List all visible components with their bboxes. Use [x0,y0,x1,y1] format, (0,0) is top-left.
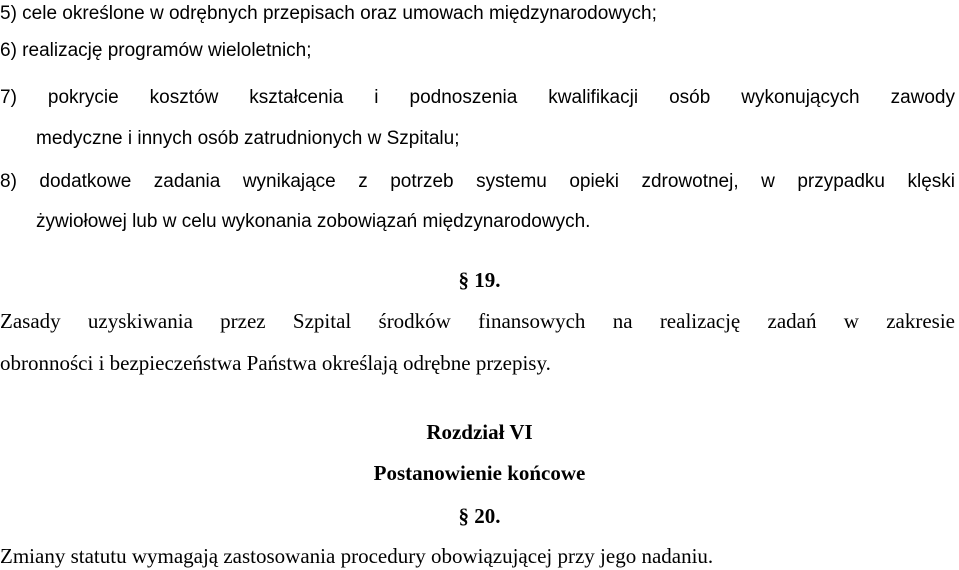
list-item-7-line-2: medyczne i innych osób zatrudnionych w Szpitalu; [36,128,460,149]
section-20-paragraph: Zmiany statutu wymagają zastosowania procedury obowiązującej przy jego nadaniu. [0,544,714,568]
list-item-5: 5) cele określone w odrębnych przepisach oraz umowach międzynarodowych; [0,3,657,24]
section-19-heading: § 19. [458,268,501,292]
section-19-paragraph-line-1: Zasady uzyskiwania przez Szpital środków finansowych na realizację zadań w zakresie [0,309,955,333]
list-item-6: 6) realizację programów wieloletnich; [0,40,312,61]
list-item-7-line-1: 7) pokrycie kosztów kształcenia i podnoszenia kwalifikacji osób wykonujących zawody [0,87,955,108]
chapter-title: Postanowienie końcowe [373,461,586,485]
list-item-8-line-2: żywiołowej lub w celu wykonania zobowiązań międzynarodowych. [36,211,591,232]
list-item-8-line-1: 8) dodatkowe zadania wynikające z potrzeb systemu opieki zdrowotnej, w przypadku klęski [0,171,955,192]
chapter-number: Rozdział VI [426,420,533,444]
section-20-heading: § 20. [458,504,501,528]
section-19-paragraph-line-2: obronności i bezpieczeństwa Państwa określają odrębne przepisy. [0,351,551,375]
